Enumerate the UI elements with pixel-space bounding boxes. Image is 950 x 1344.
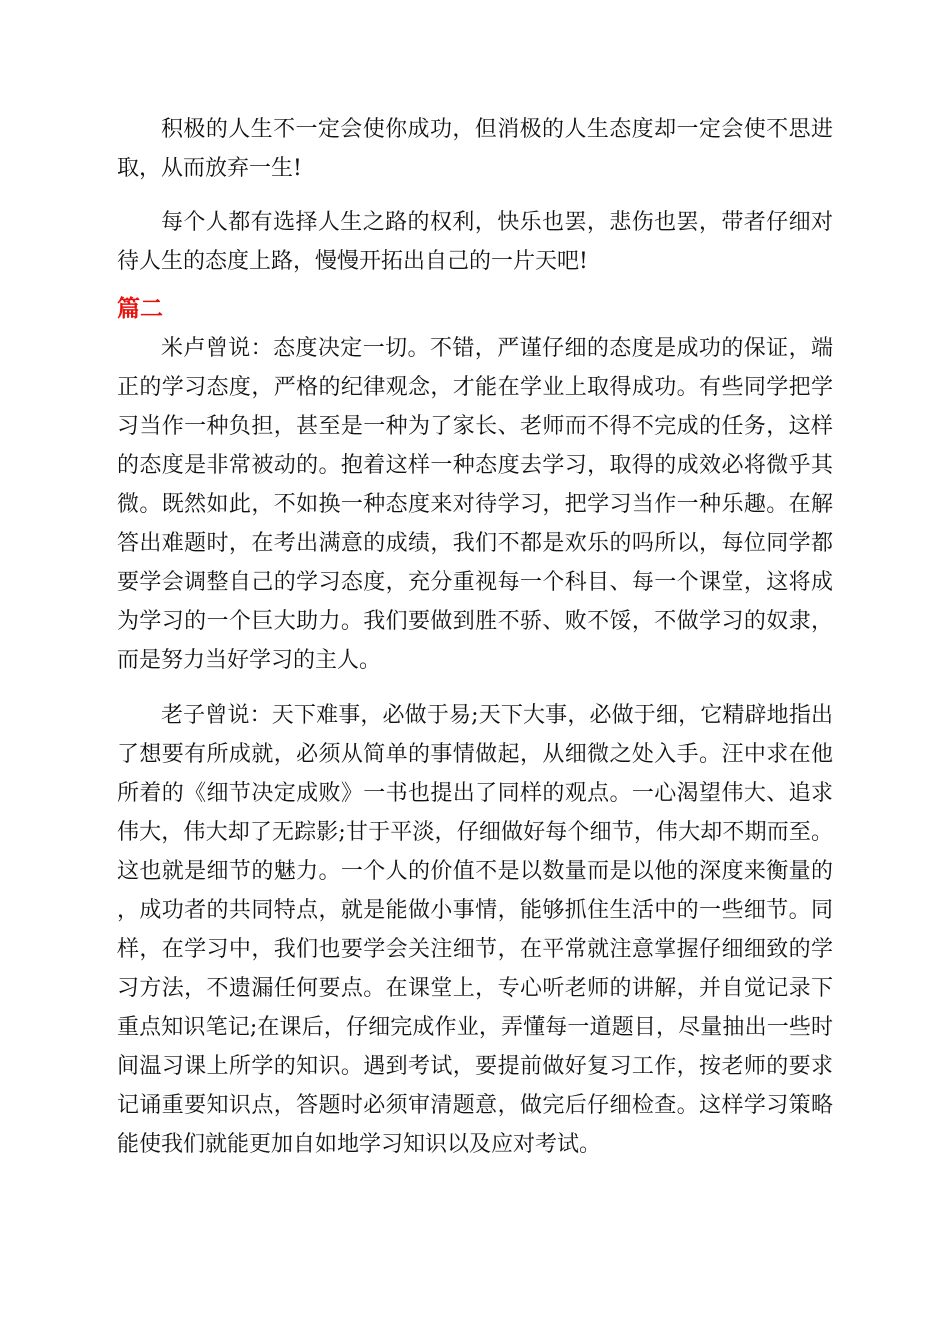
section-heading: 篇二 <box>117 296 163 322</box>
paragraph-positive-attitude: 积极的人生不一定会使你成功，但消极的人生态度却一定会使不思进取，从而放弃一生! <box>117 117 833 181</box>
document-page <box>117 110 833 1164</box>
paragraph-attitude-decides: 米卢曾说：态度决定一切。不错，严谨仔细的态度是成功的保证，端正的学习态度，严格的纪律观念，才能在学业上取得成功。有些同学把学习当作一种负担，甚至是一种为了家长、老师而不得不完成的任务，这样的态度是非常被动的。抱着这样一种态度去学习，取得的成效必将微乎其微。既然如此，不如换一种态度来对待学习，把学习当作一种乐趣。在解答出难题时，在考出满意的成绩，我们不都是欢乐的吗所以，每位同学都要学会调整自己的学习态度，充分重视每一个科目、每一个课堂，这将成为学习的一个巨大助力。我们要做到胜不骄、败不馁，不做学习的奴隶，而是努力当好学习的主人。 <box>117 336 833 673</box>
paragraph-choose-life-path: 每个人都有选择人生之路的权利，快乐也罢，悲伤也罢，带者仔细对待人生的态度上路，慢慢开拓出自己的一片天吧! <box>117 210 833 274</box>
paragraph-details-matter: 老子曾说：天下难事，必做于易;天下大事，必做于细，它精辟地指出了想要有所成就，必须从简单的事情做起，从细微之处入手。汪中求在他所着的《细节决定成败》一书也提出了同样的观点。一心渴望伟大、追求伟大，伟大却了无踪影;甘于平淡，仔细做好每个细节，伟大却不期而至。这也就是细节的魅力。一个人的价值不是以数量而是以他的深度来衡量的，成功者的共同特点，就是能做小事情，能够抓住生活中的一些细节。同样，在学习中，我们也要学会关注细节，在平常就注意掌握仔细细致的学习方法，不遗漏任何要点。在课堂上，专心听老师的讲解，并自觉记录下重点知识笔记;在课后，仔细完成作业，弄懂每一道题目，尽量抽出一些时间温习课上所学的知识。遇到考试，要提前做好复习工作，按老师的要求记诵重要知识点，答题时必须审清题意，做完后仔细检查。这样学习策略能使我们就能更加自如地学习知识以及应对考试。 <box>117 703 833 1157</box>
